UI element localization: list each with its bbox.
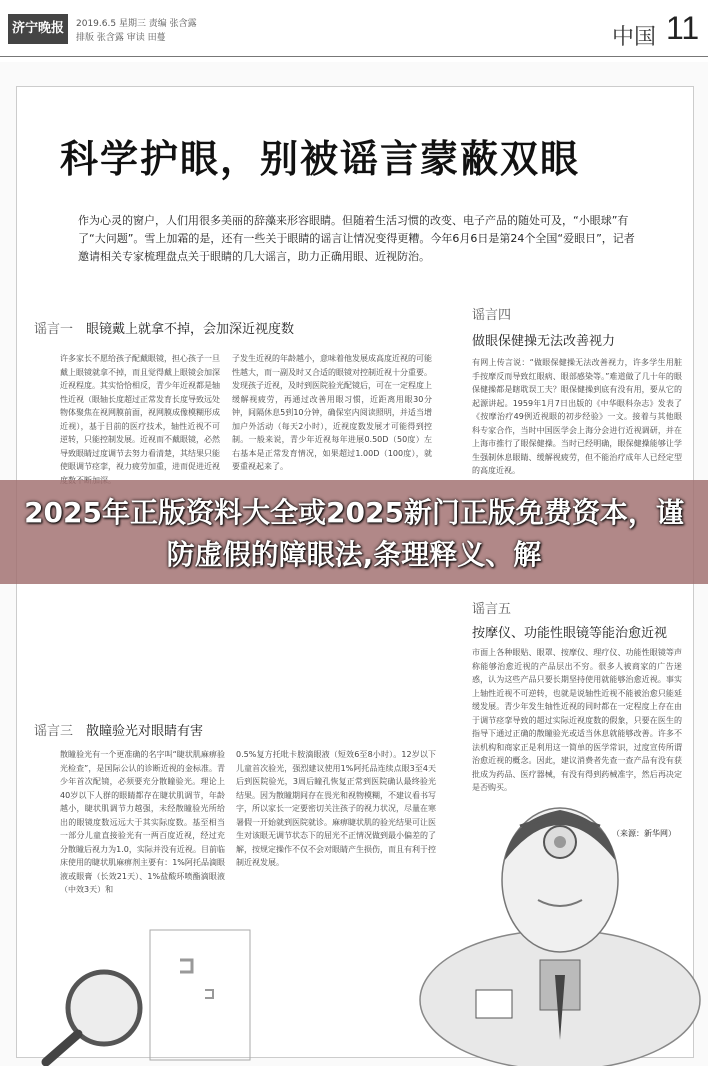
section-3-label: 谣言三 (34, 724, 74, 739)
edition-label: 中国 (612, 25, 657, 50)
overlay-banner-text: 2025年正版资料大全或2025新门正版免费资本，谨防虚假的障眼法,条理释义、解 (24, 496, 684, 571)
column-3: 散瞳验光有一个更准确的名字叫“睫状肌麻痹验光检查”，是国际公认的诊断近视的金标准。青少年首次配镜，必须要充分散瞳验光。理论上40岁以下人群的眼睛都存在睫状肌调节，年龄越小，睫状肌调节力越强，未经散瞳验光所给出的眼镜度数远远大于其实际度数。基至相当一部分儿童直接验光有一两百度近视，经过充分散瞳后视力为1.0，实际并没有近视。目前临床使用的睫状肌麻痹剂主要有：1%阿托品滴眼液或眼膏（长效21天）、1%盐酸环喷酯滴眼液（中效3天）和 (60, 750, 225, 894)
section-1-title: 眼镜戴上就拿不掉，会加深近视度数 (86, 322, 295, 337)
section-3-title: 散瞳验光对眼睛有害 (86, 724, 204, 739)
doctor-icon (420, 808, 700, 1066)
magnifier-icon (46, 972, 140, 1062)
column-5: 市面上各种眼贴、眼罩、按摩仪、理疗仪、功能性眼镜等声称能够治愈近视的产品层出不穷。很多人被商家的广告迷惑，认为这些产品只要长期坚持使用就能够治愈近视。事实上轴性近视不可逆转，也就是说轴性近视不能被治愈只能延缓发展。青少年发生轴性近视的同时都在一定程度上存在由于调节痉挛导致的超过实际近视度数的假象，只要在医生的指导下通过正确的散瞳验光或适当休息就能够改善。许多不法机构和商家正是利用这一简单的医学常识，过度宣传所谓治愈近视的概念。因此，建议消费者先查一查产品有没有获批成为药品、医疗器械，有没有得到药械准字，然后再决定是否购买。 (472, 648, 682, 792)
column-3b: 0.5%复方托吡卡胺滴眼液（短效6至8小时）。12岁以下儿童首次验光，强烈建议使用1%阿托品连续点眼3至4天后到医院验光，3周后瞳孔恢复正常到医院确认最终验光结果。因为散瞳期间存在畏光和视物模糊，不建议看书写字，所以家长一定要密切关注孩子的视力状况，尽量在寒暑假一开始就到医院就诊。麻痹睫状肌的验光结果可让医生对该眼无调节状态下的屈光不正情况做到最小偏差的了解，按规定操作不仅不会对眼睛产生损伤，而且有利于控制近视发展。 (236, 750, 436, 867)
column-1: 许多家长不愿给孩子配戴眼镜，担心孩子一旦戴上眼镜就拿不掉，而且觉得戴上眼镜会加深近视程度。其实恰恰相反，青少年近视都是轴性近视（眼轴长度超过正常发育长度导致远处物体聚焦在视网膜前面，视网膜成像模糊形成近视），基于目前的医疗技术，轴性近视不可逆转，只能控制发展。近视而不戴眼镜，必然导致眼睛过度调节去努力看清楚，其结果只能使眼调节痉挛，视力疲劳加重，进而促进近视 (60, 354, 220, 471)
section-5-title: 按摩仪、功能性眼镜等能治愈近视 (472, 626, 668, 641)
source-credit: （来源：新华网） (612, 829, 676, 838)
eye-chart-icon (150, 930, 250, 1060)
column-2: 子发生近视的年龄越小，意味着他发展成高度近视的可能性越大，而一副及时又合适的眼镜对控制近视十分重要。发现孩子近视，及时到医院验光配镜后，可在一定程度上缓解视疲劳，再通过改善用眼习惯，近距离用眼30分钟，间隔休息5到10分钟，确保室内阅读照明，并适当增加户外活动（每天2小时），近视度数发展才可能得到控制。一般来说，青少年近视每年进展0.50D（50度）左右基本是正常发育情况，如果超过1.00D（100度），就要重视起来了。 (232, 354, 432, 471)
header-staff-line: 排版 张含露 审读 田蔓 (76, 33, 166, 43)
section-5-label: 谣言五 (472, 602, 512, 617)
section-1-label: 谣言一 (34, 322, 74, 337)
article-headline: 科学护眼，别被谣言蒙蔽双眼 (60, 137, 581, 181)
section-4-title: 做眼保健操无法改善视力 (472, 334, 616, 349)
article-lede: 作为心灵的窗户，人们用很多美丽的辞藻来形容眼睛。但随着生活习惯的改变、电子产品的随处可及，“小眼球”有了“大问题”。雪上加霜的是，还有一些关于眼睛的谣言让情况变得更糟。今年6月6日是第24个全国“爱眼日”，记者邀请相关专家梳理盘点关于眼睛的几大谣言，助力正确用眼、近视防治。 (78, 214, 635, 263)
column-4: 有网上传言说：“做眼保健操无法改善视力，许多学生用脏手按摩反而导致红眼病、眼部感染等。”难道做了几十年的眼保健操都是瞎耽误工夫？眼保健操到底有没有用，要从它的起源讲起。1959年1月7日出版的《中华眼科杂志》发表了《按摩治疗49例近视眼的初步经验》一文。接着与其他眼科专家合作，当时中国医学会上海分会进行近视调研，并在上海市推行了眼保健操。当时已经明确，眼保健操能够让学生强制休息眼睛、缓解视疲劳，但不能治疗成年人已经定型的高度近视。 (472, 358, 682, 475)
section-4-label: 谣言四 (472, 308, 512, 323)
page-number: 11 (666, 10, 700, 46)
newspaper-logo: 济宁晚报 (8, 14, 68, 44)
header-date-line: 2019.6.5 星期三 责编 张含露 (76, 19, 197, 29)
